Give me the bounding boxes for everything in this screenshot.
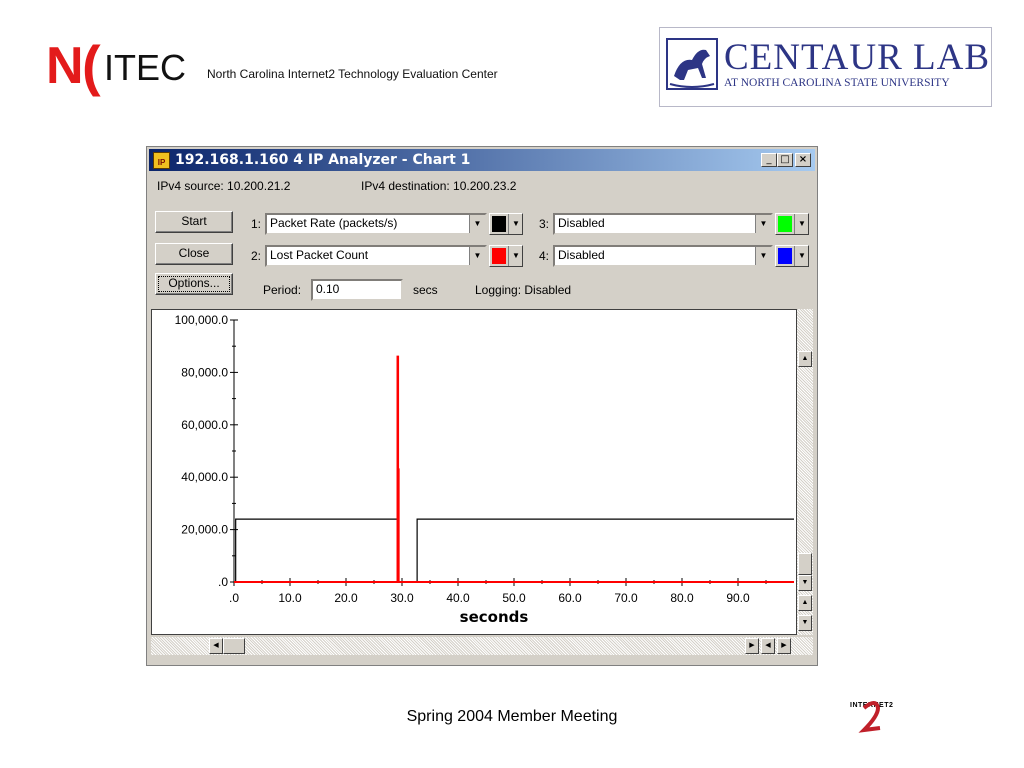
- series-2-select[interactable]: Lost Packet Count ▼: [265, 245, 487, 267]
- x-tick-label: 30.0: [390, 591, 414, 605]
- ipv4-destination: IPv4 destination: 10.200.23.2: [361, 179, 517, 193]
- scroll-left-button-2[interactable]: ◀: [761, 638, 775, 654]
- scroll-down-button[interactable]: ▼: [798, 575, 812, 591]
- x-tick-label: .0: [228, 591, 240, 605]
- scroll-thumb[interactable]: [798, 553, 812, 575]
- chevron-down-icon: ▼: [794, 246, 809, 266]
- series-4-color-picker[interactable]: [775, 245, 809, 267]
- period-unit: secs: [413, 283, 438, 297]
- start-button[interactable]: Start: [155, 211, 233, 233]
- x-tick-label: 60.0: [558, 591, 582, 605]
- horse-icon: [666, 38, 718, 90]
- y-tick-label: 60,000.0: [181, 417, 228, 432]
- title-bar[interactable]: [149, 149, 815, 171]
- y-tick-label: 80,000.0: [181, 365, 228, 380]
- ncitec-logo: N ( ITEC: [46, 34, 187, 97]
- x-tick-label: 80.0: [670, 591, 694, 605]
- series-4-number: 4:: [539, 249, 550, 263]
- scroll-down-button-2[interactable]: ▼: [798, 615, 812, 631]
- footer-caption: Spring 2004 Member Meeting: [406, 708, 618, 725]
- series-1-color-picker[interactable]: [489, 213, 523, 235]
- close-window-button[interactable]: ×: [795, 153, 811, 167]
- chevron-down-icon: ▼: [794, 214, 809, 234]
- close-button[interactable]: Close: [155, 243, 233, 265]
- ipv4-source: IPv4 source: 10.200.21.2: [157, 179, 291, 193]
- centaur-title: CENTAUR LAB: [724, 37, 991, 78]
- x-tick-label: 90.0: [726, 591, 750, 605]
- series-2-number: 2:: [251, 249, 262, 263]
- scroll-right-button[interactable]: ▶: [745, 638, 759, 654]
- horizontal-scrollbar[interactable]: [151, 637, 813, 655]
- scroll-left-button[interactable]: ◀: [209, 638, 223, 654]
- series-1-number: 1:: [251, 217, 262, 231]
- period-input[interactable]: 0.10: [311, 279, 403, 301]
- chevron-down-icon: ▼: [469, 215, 485, 233]
- ip-icon[interactable]: IP: [153, 152, 170, 169]
- series-4-select[interactable]: Disabled ▼: [553, 245, 773, 267]
- hscroll-thumb[interactable]: [223, 638, 245, 654]
- series-3-color-picker[interactable]: [775, 213, 809, 235]
- chevron-down-icon: ▼: [469, 247, 485, 265]
- x-tick-label: 50.0: [502, 591, 526, 605]
- color-swatch: [492, 216, 506, 232]
- x-tick-label: 40.0: [446, 591, 470, 605]
- chevron-down-icon: ▼: [508, 214, 523, 234]
- chart-panel: [151, 309, 797, 635]
- options-button[interactable]: Options...: [155, 273, 233, 295]
- x-tick-label: 20.0: [334, 591, 358, 605]
- window-title: 192.168.1.160 4 IP Analyzer - Chart 1: [175, 152, 471, 168]
- vertical-scrollbar[interactable]: [797, 309, 813, 635]
- chevron-down-icon: ▼: [508, 246, 523, 266]
- y-tick-label: .0: [217, 575, 228, 589]
- internet2-logo: INTERNET2: [850, 702, 893, 709]
- color-swatch: [778, 248, 792, 264]
- centaur-subtitle: AT NORTH CAROLINA STATE UNIVERSITY: [724, 77, 950, 89]
- series-line-2: [234, 357, 794, 582]
- ip-analyzer-window: [146, 146, 818, 666]
- y-tick-label: 100,000.0: [174, 313, 228, 327]
- y-tick-label: 20,000.0: [181, 522, 228, 537]
- scroll-up-button-2[interactable]: ▲: [798, 595, 812, 611]
- x-axis-label: seconds: [459, 608, 529, 626]
- ncitec-subtitle: North Carolina Internet2 Technology Evaluation Center: [207, 67, 498, 81]
- x-tick-label: 70.0: [614, 591, 638, 605]
- minimize-button[interactable]: _: [761, 153, 777, 167]
- series-2-color-picker[interactable]: [489, 245, 523, 267]
- x-tick-label: 10.0: [278, 591, 302, 605]
- internet2-mark-icon: [856, 700, 886, 734]
- period-label: Period:: [263, 283, 302, 297]
- scroll-up-button[interactable]: ▲: [798, 351, 812, 367]
- packet-chart: [152, 310, 796, 634]
- series-line-1: [234, 519, 794, 582]
- series-3-select[interactable]: Disabled ▼: [553, 213, 773, 235]
- color-swatch: [778, 216, 792, 232]
- series-3-number: 3:: [539, 217, 550, 231]
- series-1-select[interactable]: Packet Rate (packets/s) ▼: [265, 213, 487, 235]
- centaur-lab-logo: [659, 27, 992, 107]
- chevron-down-icon: ▼: [755, 215, 771, 233]
- chevron-down-icon: ▼: [755, 247, 771, 265]
- logging-status: Logging: Disabled: [475, 283, 572, 297]
- color-swatch: [492, 248, 506, 264]
- y-tick-label: 40,000.0: [181, 470, 228, 485]
- maximize-button[interactable]: □: [777, 153, 793, 167]
- scroll-right-button-2[interactable]: ▶: [777, 638, 791, 654]
